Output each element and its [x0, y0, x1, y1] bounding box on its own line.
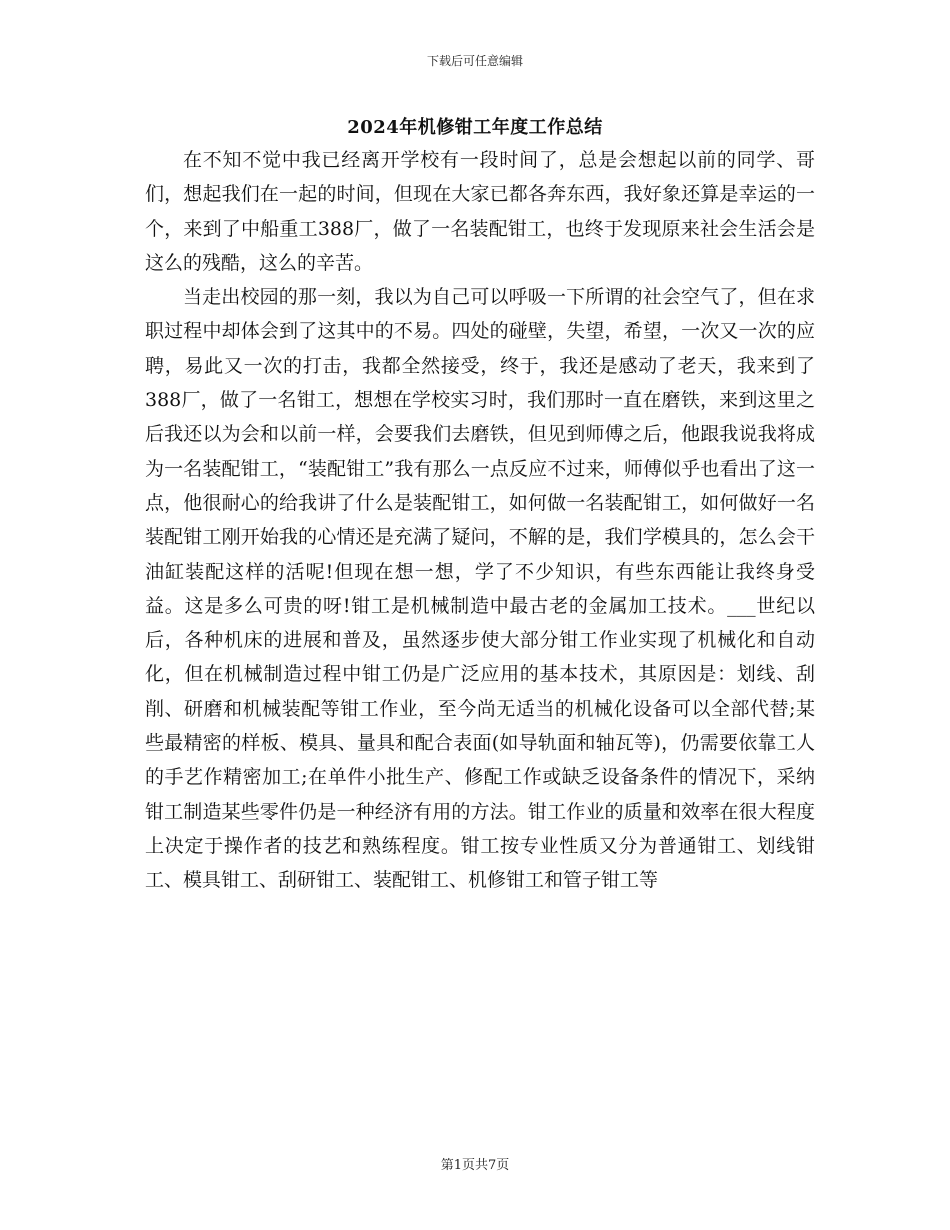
page-number: 第1页共7页 — [440, 1158, 510, 1173]
document-body — [145, 143, 815, 898]
paragraph-intro: 在不知不觉中我已经离开学校有一段时间了，总是会想起以前的同学、哥们，想起我们在一起的时间，但现在大家已都各奔东西，我好象还算是幸运的一个，来到了中船重工388厂，做了一名装配钳工，也终于发现原来社会生活会是这么的残酷，这么的辛苦。 — [145, 149, 815, 274]
paragraph-work-experience: 当走出校园的那一刻，我以为自己可以呼吸一下所谓的社会空气了，但在求职过程中却体会到了这其中的不易。四处的碰壁，失望，希望，一次又一次的应聘，易此又一次的打击，我都全然接受，终于，我还是感动了老天，我来到了388厂，做了一名钳工，想想在学校实习时，我们那时一直在磨铁，来到这里之后我还以为会和以前一样，会要我们去磨铁，但见到师傅之后，他跟我说我将成为一名装配钳工，“装配钳工”我有那么一点反应不过来，师傅似乎也看出了这一点，他很耐心的给我讲了什么是装配钳工，如何做一名装配钳工，如何做好一名装配钳工刚开始我的心情还是充满了疑问，不解的是，我们学模具的，怎么会干油缸装配这样的活呢!但现在想一想，学了不少知识，有些东西能让我终身受益。这是多么可贵的呀!钳工是机械制造中最古老的金属加工技术。___世纪以后，各种机床的进展和普及，虽然逐步使大部分钳工作业实现了机械化和自动化，但在机械制造过程中钳工仍是广泛应用的基本技术，其原因是：划线、刮削、研磨和机械装配等钳工作业，至今尚无适当的机械化设备可以全部代替;某些最精密的样板、模具、量具和配合表面(如导轨面和轴瓦等)，仍需要依靠工人的手艺作精密加工;在单件小批生产、修配工作或缺乏设备条件的情况下，采纳钳工制造某些零件仍是一种经济有用的方法。钳工作业的质量和效率在很大程度上决定于操作者的技艺和熟练程度。钳工按专业性质又分为普通钳工、划线钳工、模具钳工、刮研钳工、装配钳工、机修钳工和管子钳工等 — [145, 286, 815, 892]
page-header: 下载后可任意编辑 — [426, 54, 523, 68]
document-title: 2024年机修钳工年度工作总结 — [347, 117, 603, 138]
